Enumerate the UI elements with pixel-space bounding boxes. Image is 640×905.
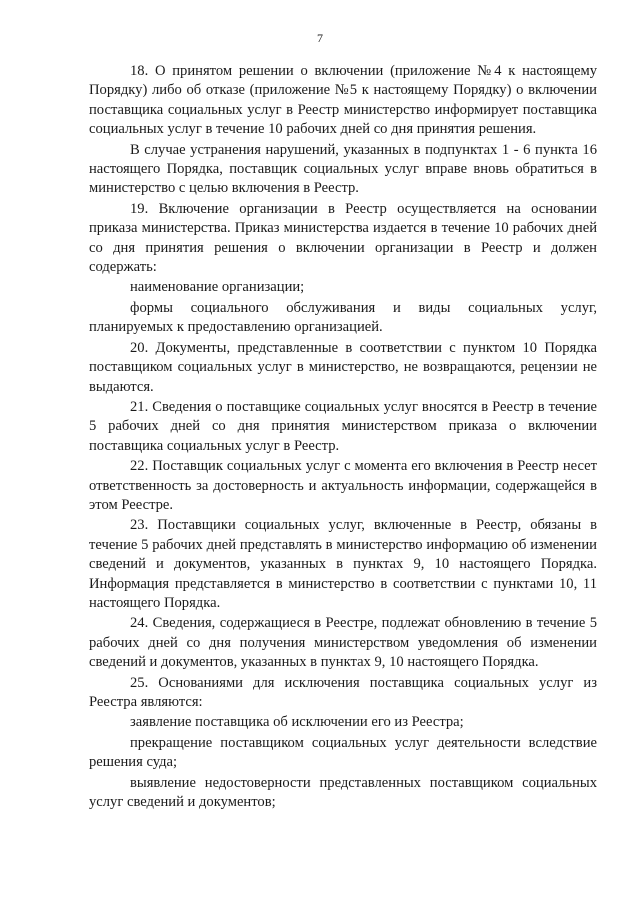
list-item-false-information: выявление недостоверности представленных поставщиком социальных услуг сведений и документов; (89, 774, 597, 811)
list-item-court-decision: прекращение поставщиком социальных услуг деятельности вследствие решения суда; (89, 734, 597, 771)
paragraph-22: 22. Поставщик социальных услуг с момента его включения в Реестр несет ответственность за достоверность и актуальность информации, содержащейся в этом Реестре. (89, 458, 597, 513)
list-item-organization-name: наименование организации; (130, 279, 305, 296)
paragraph-20: 20. Документы, представленные в соответствии с пунктом 10 Порядка поставщиком социальных услуг в министерство, не возвращаются, рецензии не выдаются. (89, 339, 597, 395)
list-item-provider-request: заявление поставщика об исключении его из Реестра; (130, 714, 464, 731)
paragraph-18-note: В случае устранения нарушений, указанных в подпунктах 1 - 6 пункта 16 настоящего Порядка, поставщик социальных услуг вправе вновь обратиться в министерство с целью включения в Реестр. (89, 141, 597, 197)
page-number: 7 (317, 31, 323, 45)
paragraph-21: 21. Сведения о поставщике социальных услуг вносятся в Реестр в течение 5 рабочих дней со дня принятия министерством приказа о включении поставщика социальных услуг в Реестр. (89, 398, 597, 454)
paragraph-19: 19. Включение организации в Реестр осуществляется на основании приказа министерства. Приказ министерства издается в течение 10 рабочих дней со дня принятия решения о включении организации в Реестр и должен содержать: (89, 200, 597, 276)
paragraph-24: 24. Сведения, содержащиеся в Реестре, подлежат обновлению в течение 5 рабочих дней со дня получения министерством уведомления об изменении сведений и документов, указанных в пунктах 9, 10 настоящего Порядка. (89, 615, 597, 671)
paragraph-25: 25. Основаниями для исключения поставщика социальных услуг из Реестра являются: (89, 674, 597, 710)
list-item-service-forms: формы социального обслуживания и виды социальных услуг, планируемых к предоставлению организацией. (89, 299, 597, 336)
paragraph-23: 23. Поставщики социальных услуг, включенные в Реестр, обязаны в течение 5 рабочих дней представлять в министерство информацию об изменении сведений и документов, указанных в пунктах 9, 10 настоящего Порядка. Информация представляется в министерство в соответствии с пунктами 10, 11 настоящего Порядка. (89, 517, 597, 611)
paragraph-18: 18. О принятом решении о включении (приложение №4 к настоящему Порядку) либо об отказе (приложение №5 к настоящему Порядку) о включении поставщика социальных услуг в Реестр министерство информирует поставщика социальных услуг в течение 10 рабочих дней со дня принятия решения. (89, 63, 597, 138)
document-body (89, 62, 597, 812)
